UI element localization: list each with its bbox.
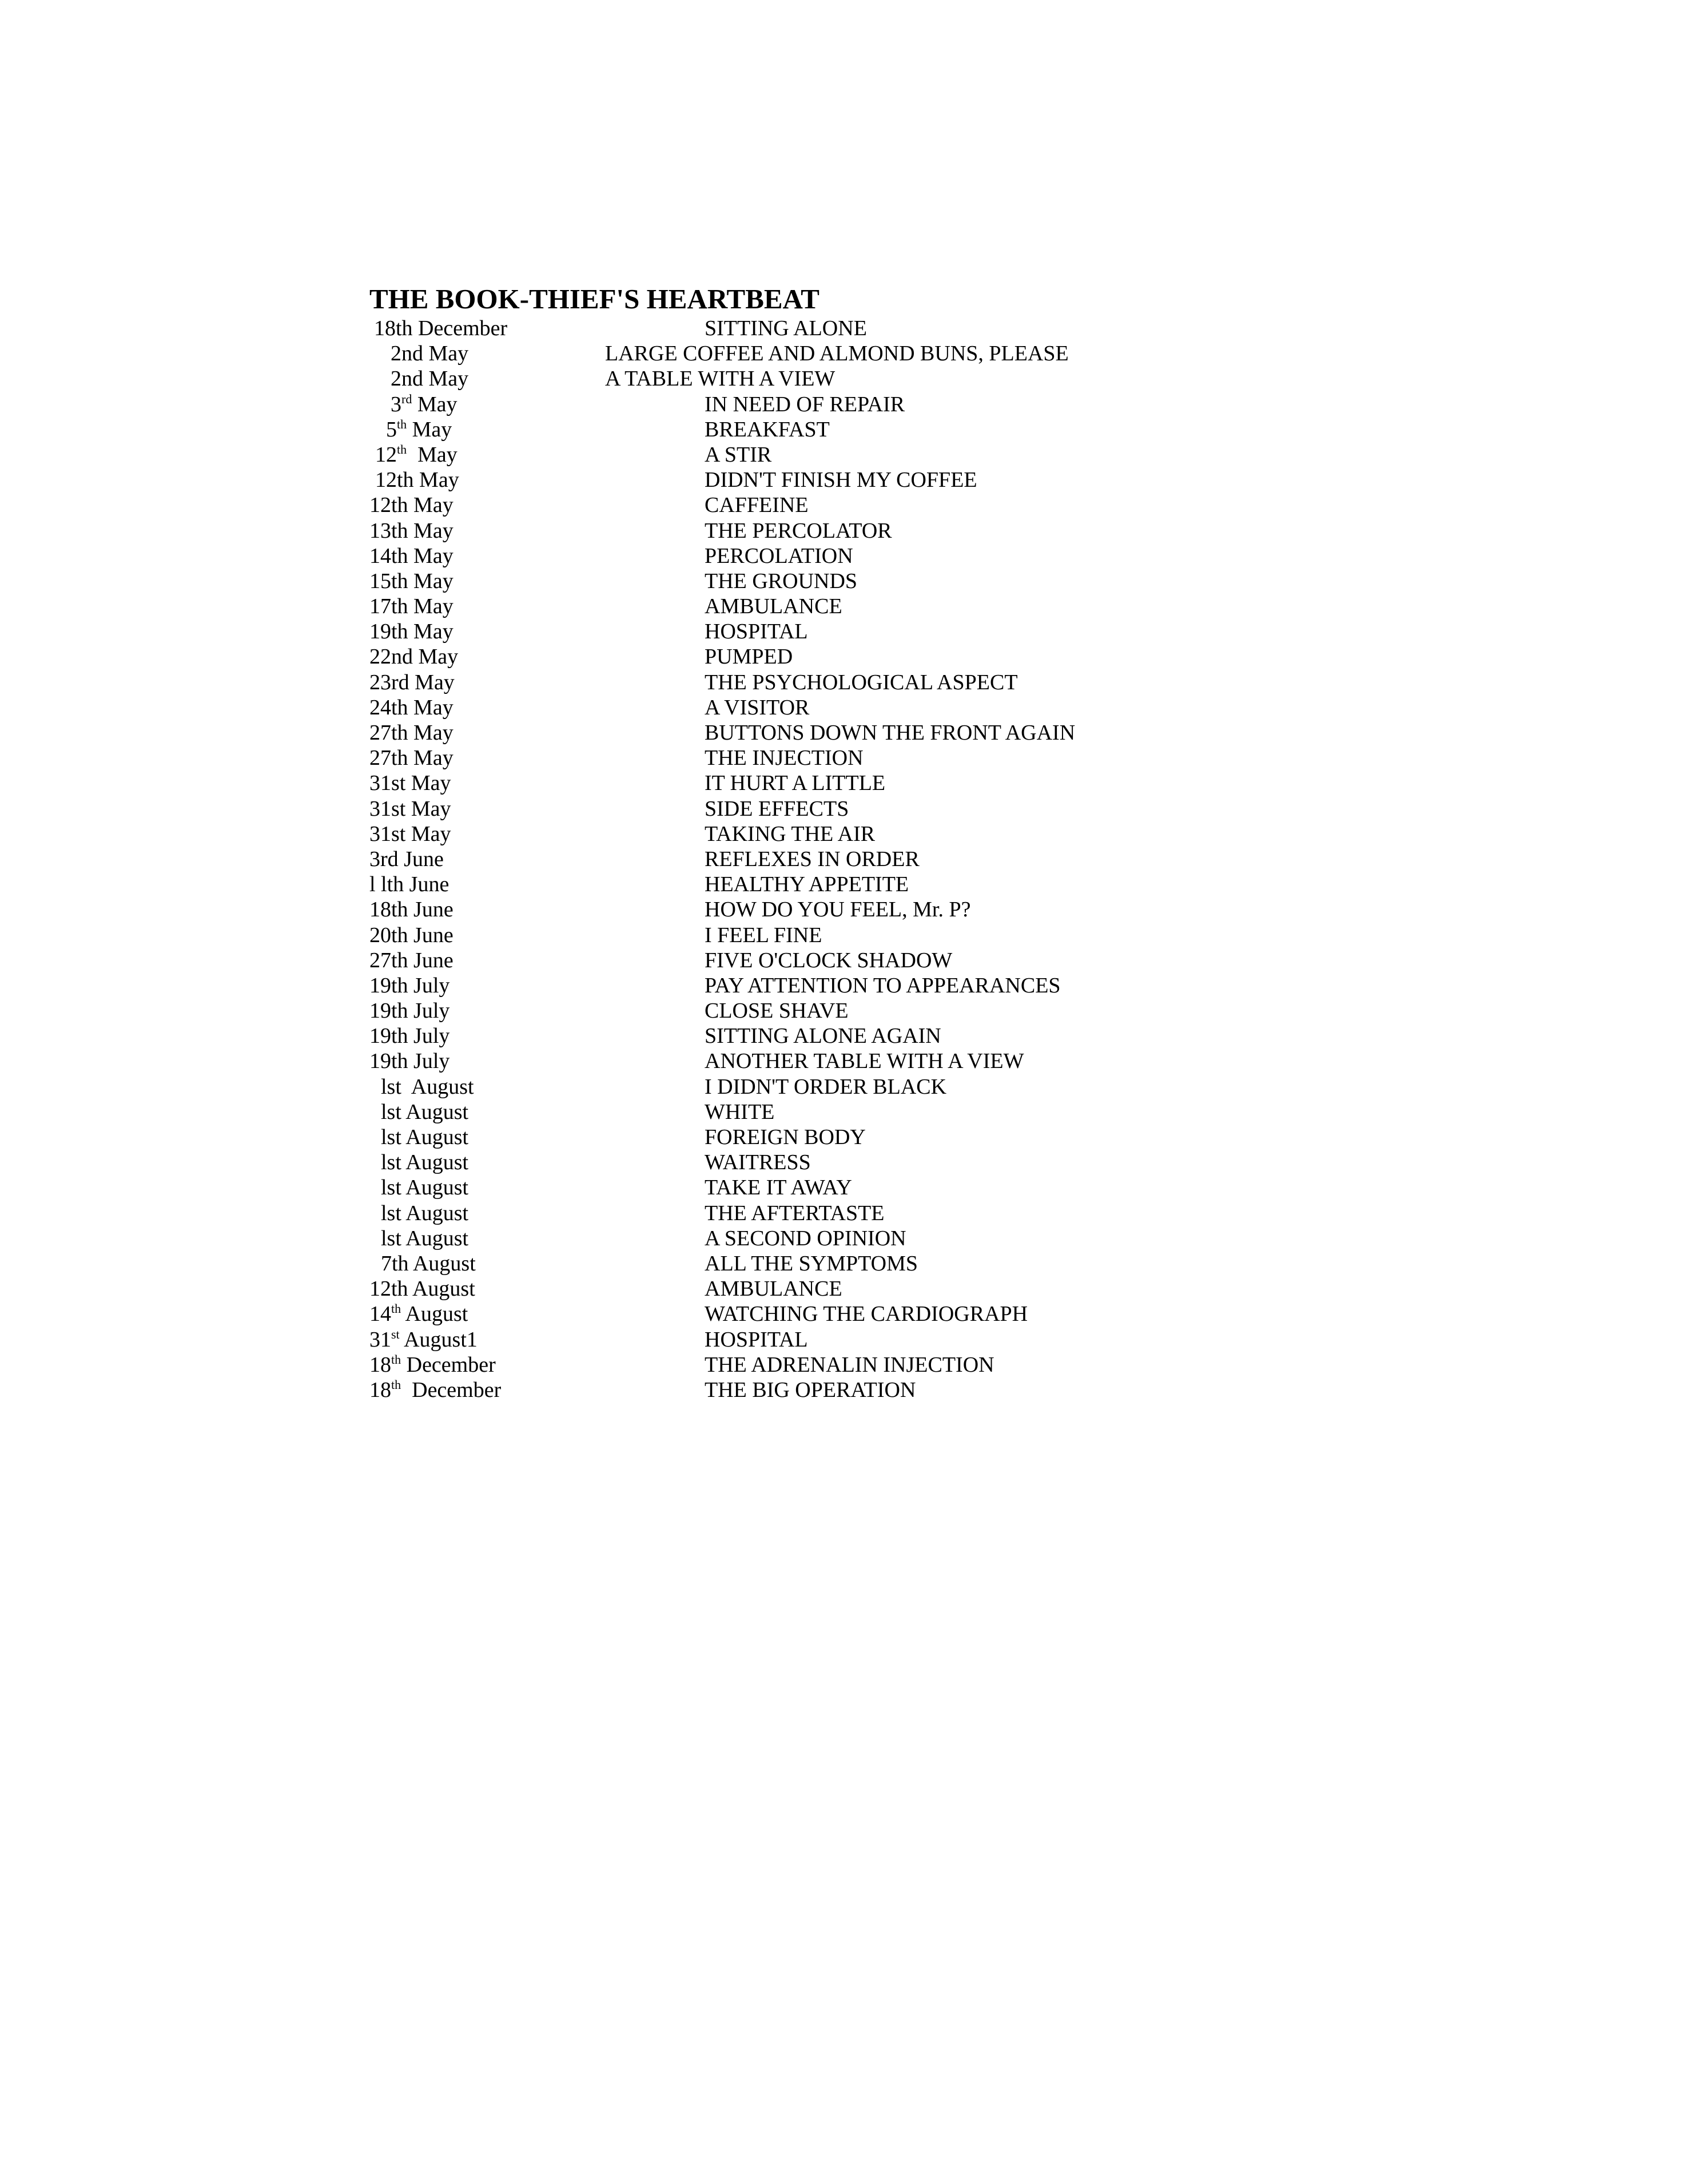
entry-date: [369, 796, 451, 821]
date-text: 18: [369, 1377, 391, 1402]
entry-title: FOREIGN BODY: [705, 1125, 866, 1149]
entry-title: PUMPED: [705, 645, 793, 669]
date-text: lst August: [381, 1226, 469, 1250]
entry-title: I DIDN'T ORDER BLACK: [705, 1074, 947, 1099]
date-text: 3rd June: [369, 847, 444, 871]
entry-date: [381, 1125, 468, 1150]
entry-date: [369, 619, 453, 644]
list-item: [0, 796, 1687, 821]
entry-date: [369, 695, 453, 720]
entry-title: AMBULANCE: [705, 594, 842, 619]
list-item: [0, 644, 1687, 669]
date-ordinal-suffix: th: [397, 442, 407, 456]
date-text: lst August: [381, 1150, 469, 1175]
date-text: 14th May: [369, 543, 453, 568]
entry-date: [369, 897, 453, 922]
date-text: 19th May: [369, 620, 453, 644]
entry-date: [391, 366, 468, 391]
list-item: [0, 1125, 1687, 1150]
entry-date: [369, 569, 453, 594]
date-text: 23rd May: [369, 670, 455, 694]
entry-list: [0, 316, 1687, 1403]
list-item: [0, 1377, 1687, 1403]
date-text: 27th June: [369, 948, 453, 972]
date-text: 2nd May: [391, 367, 469, 391]
entry-date: [374, 316, 507, 341]
entry-title: WATCHING THE CARDIOGRAPH: [705, 1302, 1028, 1327]
date-text: 19th July: [369, 999, 450, 1023]
date-text: lst August: [381, 1176, 469, 1200]
date-month: May: [407, 417, 452, 442]
list-item: [0, 1099, 1687, 1125]
list-item: [0, 1023, 1687, 1049]
list-item: [0, 771, 1687, 796]
list-item: [0, 569, 1687, 594]
entry-title: ANOTHER TABLE WITH A VIEW: [705, 1049, 1024, 1074]
entry-title: A STIR: [705, 442, 772, 467]
entry-date: [369, 644, 458, 669]
date-text: 12th May: [375, 468, 459, 493]
entry-date: [369, 1276, 475, 1301]
list-item: [0, 493, 1687, 518]
list-item: [0, 973, 1687, 998]
date-text: 12th May: [369, 493, 453, 518]
date-text: 31st May: [369, 771, 451, 796]
date-text: lst August: [381, 1201, 469, 1225]
date-text: lst August: [381, 1074, 474, 1099]
list-item: [0, 998, 1687, 1023]
entry-title: FIVE O'CLOCK SHADOW: [705, 948, 953, 972]
entry-title: THE INJECTION: [705, 746, 864, 771]
entry-date: [369, 1049, 449, 1074]
entry-date: [375, 467, 459, 493]
entry-date: [369, 998, 449, 1023]
entry-title: WHITE: [705, 1099, 775, 1124]
entry-title: PERCOLATION: [705, 543, 853, 568]
list-item: [0, 847, 1687, 872]
list-item: [0, 392, 1687, 417]
list-item: [0, 1049, 1687, 1074]
date-text: 17th May: [369, 594, 453, 619]
entry-date: [369, 923, 453, 948]
list-item: [0, 1301, 1687, 1327]
date-text: 13th May: [369, 518, 453, 543]
date-text: 3: [391, 392, 401, 416]
list-item: [0, 695, 1687, 720]
entry-date: [381, 1099, 468, 1125]
entry-title: TAKE IT AWAY: [705, 1176, 852, 1200]
date-text: 15th May: [369, 569, 453, 593]
list-item: [0, 1201, 1687, 1226]
entry-title: CAFFEINE: [705, 493, 809, 518]
list-item: [0, 1276, 1687, 1301]
list-item: [0, 417, 1687, 442]
date-text: 19th July: [369, 973, 450, 998]
list-item: [0, 442, 1687, 467]
date-month: December: [401, 1352, 496, 1377]
entry-title: THE ADRENALIN INJECTION: [705, 1352, 994, 1377]
list-item: [0, 1074, 1687, 1099]
list-item: [0, 594, 1687, 619]
entry-date: [369, 1352, 496, 1377]
entry-title: ALL THE SYMPTOMS: [705, 1251, 918, 1276]
entry-title: HOSPITAL: [705, 1327, 808, 1352]
list-item: [0, 316, 1687, 341]
entry-date: [381, 1226, 468, 1251]
list-item: [0, 543, 1687, 569]
date-text: 7th August: [381, 1251, 476, 1276]
entry-title: A SECOND OPINION: [705, 1226, 906, 1250]
entry-date: [369, 518, 453, 543]
entry-title: WAITRESS: [705, 1150, 811, 1175]
entry-date: [369, 847, 444, 872]
list-item: [0, 518, 1687, 543]
entry-date: [369, 543, 453, 569]
date-text: 12th August: [369, 1277, 475, 1301]
date-text: 14: [369, 1302, 391, 1327]
date-ordinal-suffix: th: [397, 416, 407, 431]
document-title: THE BOOK-THIEF'S HEARTBEAT: [369, 283, 819, 315]
date-month: May: [412, 392, 457, 416]
entry-date: [381, 1251, 476, 1276]
date-month: August1: [399, 1327, 478, 1352]
date-text: 27th May: [369, 746, 453, 771]
entry-title: BUTTONS DOWN THE FRONT AGAIN: [705, 721, 1076, 745]
entry-date: [381, 1175, 468, 1200]
list-item: [0, 366, 1687, 391]
entry-date: [391, 392, 457, 417]
list-item: [0, 948, 1687, 973]
entry-date: [369, 1327, 478, 1352]
entry-date: [369, 771, 451, 796]
date-text: 2nd May: [391, 342, 469, 366]
entry-date: [386, 417, 452, 442]
entry-date: [369, 948, 453, 973]
entry-date: [369, 973, 449, 998]
list-item: [0, 1251, 1687, 1276]
entry-title: HOSPITAL: [705, 620, 808, 644]
entry-date: [369, 1301, 468, 1327]
entry-date: [381, 1150, 468, 1175]
date-month: December: [401, 1377, 502, 1402]
entry-date: [391, 341, 468, 366]
date-text: lst August: [381, 1125, 469, 1149]
entry-title: DIDN'T FINISH MY COFFEE: [705, 468, 977, 493]
entry-title: SITTING ALONE AGAIN: [705, 1024, 941, 1049]
date-text: 18th December: [374, 316, 508, 340]
list-item: [0, 745, 1687, 771]
date-ordinal-suffix: rd: [401, 391, 412, 406]
list-item: [0, 670, 1687, 695]
entry-date: [381, 1201, 468, 1226]
date-month: August: [401, 1302, 468, 1327]
list-item: [0, 720, 1687, 745]
date-text: 27th May: [369, 721, 453, 745]
entry-title: CLOSE SHAVE: [705, 999, 849, 1023]
entry-date: [369, 670, 455, 695]
entry-date: [369, 1377, 501, 1403]
entry-title: THE AFTERTASTE: [705, 1201, 885, 1225]
entry-date: [369, 872, 449, 897]
date-text: 31st May: [369, 821, 451, 846]
entry-title: AMBULANCE: [705, 1277, 842, 1301]
entry-title: A TABLE WITH A VIEW: [605, 367, 835, 391]
date-text: 24th May: [369, 695, 453, 720]
list-item: [0, 341, 1687, 366]
date-text: 12: [375, 442, 397, 467]
entry-date: [375, 442, 457, 467]
entry-title: TAKING THE AIR: [705, 821, 876, 846]
entry-date: [369, 745, 453, 771]
entry-title: SIDE EFFECTS: [705, 796, 849, 821]
list-item: [0, 923, 1687, 948]
date-ordinal-suffix: th: [391, 1352, 401, 1367]
list-item: [0, 872, 1687, 897]
entry-title: I FEEL FINE: [705, 923, 822, 947]
list-item: [0, 1352, 1687, 1377]
entry-title: HOW DO YOU FEEL, Mr. P?: [705, 898, 971, 922]
date-ordinal-suffix: th: [391, 1301, 401, 1316]
entry-title: A VISITOR: [705, 695, 810, 720]
date-text: 20th June: [369, 923, 453, 947]
list-item: [0, 897, 1687, 922]
entry-title: THE BIG OPERATION: [705, 1377, 916, 1402]
entry-date: [381, 1074, 474, 1099]
entry-title: SITTING ALONE: [705, 316, 867, 340]
entry-title: BREAKFAST: [705, 417, 830, 442]
date-ordinal-suffix: st: [391, 1327, 400, 1341]
date-text: 18: [369, 1352, 391, 1377]
date-text: 22nd May: [369, 645, 459, 669]
date-ordinal-suffix: th: [391, 1377, 401, 1392]
entry-title: REFLEXES IN ORDER: [705, 847, 920, 871]
entry-title: IN NEED OF REPAIR: [705, 392, 905, 416]
list-item: [0, 619, 1687, 644]
entry-date: [369, 720, 453, 745]
date-text: 19th July: [369, 1049, 450, 1074]
entry-title: THE PSYCHOLOGICAL ASPECT: [705, 670, 1018, 694]
entry-title: IT HURT A LITTLE: [705, 771, 886, 796]
entry-title: THE PERCOLATOR: [705, 518, 892, 543]
date-text: lst August: [381, 1099, 469, 1124]
date-text: 31: [369, 1327, 391, 1352]
date-text: l lth June: [369, 872, 449, 897]
list-item: [0, 1175, 1687, 1200]
entry-date: [369, 594, 453, 619]
list-item: [0, 821, 1687, 847]
date-text: 19th July: [369, 1024, 450, 1049]
entry-date: [369, 821, 451, 847]
list-item: [0, 1226, 1687, 1251]
date-text: 18th June: [369, 898, 453, 922]
entry-title: HEALTHY APPETITE: [705, 872, 909, 897]
date-text: 5: [386, 417, 397, 442]
list-item: [0, 1327, 1687, 1352]
list-item: [0, 1150, 1687, 1175]
list-item: [0, 467, 1687, 493]
entry-title: PAY ATTENTION TO APPEARANCES: [705, 973, 1061, 998]
entry-title: LARGE COFFEE AND ALMOND BUNS, PLEASE: [605, 342, 1069, 366]
entry-date: [369, 493, 453, 518]
date-month: May: [407, 442, 457, 467]
entry-date: [369, 1023, 449, 1049]
entry-title: THE GROUNDS: [705, 569, 858, 593]
date-text: 31st May: [369, 796, 451, 821]
